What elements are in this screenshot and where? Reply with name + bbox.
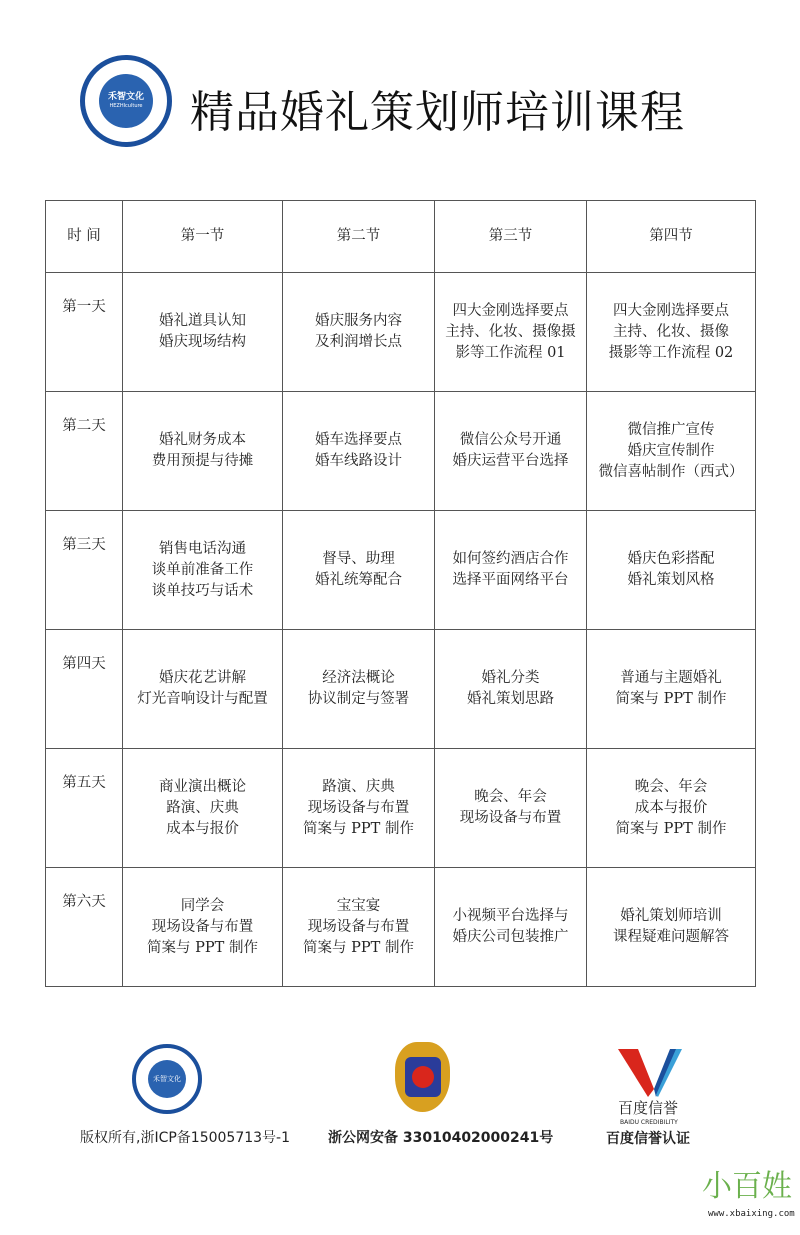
session-cell <box>587 630 756 749</box>
session-cell <box>123 749 283 868</box>
session-line: 成本与报价 <box>166 820 239 837</box>
police-record-link[interactable]: 浙公网安备 33010402000241号 <box>328 1130 554 1146</box>
column-header: 时 间 <box>46 201 123 273</box>
session-cell <box>283 868 435 987</box>
session-cell <box>435 511 587 630</box>
table-row <box>46 749 756 868</box>
table-row <box>46 868 756 987</box>
baidu-v-icon <box>618 1049 682 1097</box>
session-line: 婚庆色彩搭配 <box>627 551 715 567</box>
session-line: 路演、庆典 <box>166 799 239 816</box>
copyright-text: 版权所有,浙ICP备15005713号-1 <box>80 1130 291 1146</box>
session-line: 简案与 PPT 制作 <box>615 691 727 707</box>
session-cell <box>587 273 756 392</box>
session-line: 费用预提与待摊 <box>151 453 254 469</box>
session-line: 婚庆花艺讲解 <box>159 670 246 686</box>
session-cell <box>123 630 283 749</box>
session-line: 课程疑难问题解答 <box>613 929 729 945</box>
logo-text: 禾智文化 <box>107 92 144 102</box>
session-line: 婚庆宣传制作 <box>627 442 715 459</box>
session-cell <box>435 273 587 392</box>
session-cell <box>283 749 435 868</box>
session-line: 销售电话沟通 <box>159 540 246 557</box>
session-line: 简案与 PPT 制作 <box>303 820 414 837</box>
day-label: 第二天 <box>46 392 123 511</box>
footer-logo-text: 禾智文化 <box>148 1060 186 1098</box>
day-label: 第四天 <box>46 630 123 749</box>
session-cell <box>283 511 435 630</box>
session-line: 现场设备与布置 <box>307 799 410 816</box>
day-label: 第五天 <box>46 749 123 868</box>
session-cell <box>435 868 587 987</box>
table-row <box>46 273 756 392</box>
session-line: 微信公众号开通 <box>459 432 562 448</box>
session-cell <box>587 511 756 630</box>
session-cell <box>587 868 756 987</box>
session-line: 简案与 PPT 制作 <box>147 939 258 956</box>
police-emblem-icon <box>395 1042 450 1112</box>
day-label: 第六天 <box>46 868 123 987</box>
session-line: 现场设备与布置 <box>151 918 254 935</box>
session-cell <box>587 392 756 511</box>
session-line: 婚礼统筹配合 <box>315 572 402 588</box>
session-line: 灯光音响设计与配置 <box>137 691 268 707</box>
session-line: 谈单技巧与话术 <box>151 582 254 599</box>
session-line: 成本与报价 <box>634 799 708 816</box>
column-header: 第二节 <box>283 201 435 273</box>
column-header: 第四节 <box>587 201 756 273</box>
session-cell <box>435 749 587 868</box>
session-line: 选择平面网络平台 <box>452 572 569 588</box>
session-line: 婚车选择要点 <box>315 432 402 448</box>
session-cell <box>123 868 283 987</box>
watermark-url: www.xbaixing.com <box>708 1209 795 1219</box>
session-cell <box>123 511 283 630</box>
day-label: 第三天 <box>46 511 123 630</box>
session-cell <box>435 392 587 511</box>
session-line: 婚礼财务成本 <box>159 432 246 448</box>
session-cell <box>283 273 435 392</box>
session-line: 宝宝宴 <box>336 897 381 914</box>
footer-brand-logo <box>132 1044 202 1114</box>
session-line: 经济法概论 <box>322 670 395 686</box>
session-line: 晚会、年会 <box>474 789 547 805</box>
session-line: 现场设备与布置 <box>307 918 410 935</box>
session-line: 婚礼策划师培训 <box>620 908 722 924</box>
course-schedule-table <box>45 200 756 987</box>
watermark-logo: 小百姓 <box>702 1169 792 1204</box>
baidu-subtext: BAIDU CREDIBILITY <box>620 1119 678 1126</box>
session-line: 婚车线路设计 <box>315 453 402 469</box>
footer <box>0 1027 800 1235</box>
session-cell <box>587 749 756 868</box>
table-header-row <box>46 201 756 273</box>
table-row <box>46 630 756 749</box>
session-line: 主持、化妆、摄像 <box>613 323 729 340</box>
session-line: 婚礼分类 <box>481 670 540 686</box>
session-line: 如何签约酒店合作 <box>452 551 569 567</box>
column-header: 第三节 <box>435 201 587 273</box>
session-line: 晚会、年会 <box>634 778 708 795</box>
session-line: 婚庆运营平台选择 <box>452 453 569 469</box>
session-cell <box>123 392 283 511</box>
session-cell <box>283 392 435 511</box>
session-line: 四大金刚选择要点 <box>452 302 569 319</box>
session-line: 主持、化妆、摄像摄 <box>445 323 576 340</box>
session-line: 微信喜帖制作（西式） <box>598 463 744 480</box>
session-line: 谈单前准备工作 <box>151 561 254 578</box>
session-cell <box>435 630 587 749</box>
session-line: 简案与 PPT 制作 <box>303 939 414 956</box>
session-line: 婚庆现场结构 <box>159 334 246 350</box>
logo-subtext: HEZHIculture <box>109 103 143 109</box>
column-header: 第一节 <box>123 201 283 273</box>
session-line: 小视频平台选择与 <box>452 908 569 924</box>
session-line: 督导、助理 <box>322 551 395 567</box>
session-line: 简案与 PPT 制作 <box>615 820 727 837</box>
session-line: 婚礼策划风格 <box>627 572 715 588</box>
session-line: 微信推广宣传 <box>627 421 715 438</box>
session-line: 普通与主题婚礼 <box>620 670 722 686</box>
session-line: 婚庆服务内容 <box>315 313 402 329</box>
session-line: 影等工作流程 01 <box>455 344 566 361</box>
session-line: 婚礼策划思路 <box>467 691 554 707</box>
session-line: 现场设备与布置 <box>459 810 562 826</box>
baidu-logo-text: 百度信誉 <box>618 1099 679 1117</box>
session-cell <box>283 630 435 749</box>
session-line: 四大金刚选择要点 <box>613 302 729 319</box>
session-line: 同学会 <box>180 897 225 914</box>
session-line: 路演、庆典 <box>322 778 395 795</box>
table-row <box>46 511 756 630</box>
session-line: 婚礼道具认知 <box>159 313 246 329</box>
session-cell <box>123 273 283 392</box>
table-row <box>46 392 756 511</box>
session-line: 协议制定与签署 <box>307 691 410 707</box>
session-line: 及利润增长点 <box>315 334 402 350</box>
baidu-cert-link[interactable]: 百度信誉认证 <box>606 1131 690 1147</box>
brand-logo <box>80 55 172 147</box>
page-title: 精品婚礼策划师培训课程 <box>190 87 685 138</box>
day-label: 第一天 <box>46 273 123 392</box>
session-line: 婚庆公司包装推广 <box>452 929 569 945</box>
session-line: 商业演出概论 <box>159 778 246 795</box>
session-line: 摄影等工作流程 02 <box>608 344 734 361</box>
